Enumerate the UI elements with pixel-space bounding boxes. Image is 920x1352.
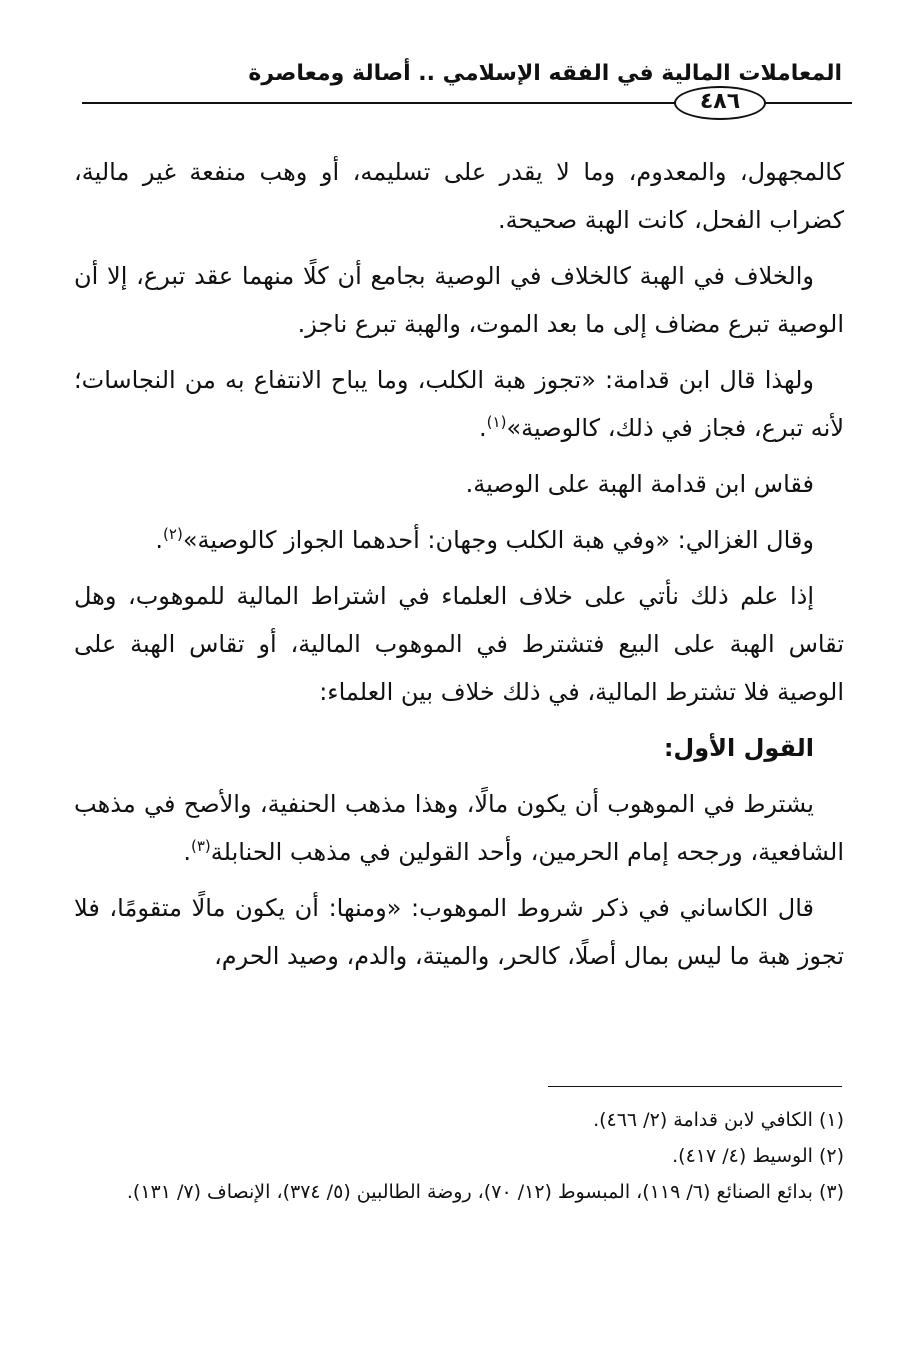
running-header-title: المعاملات المالية في الفقه الإسلامي .. أصالة ومعاصرة: [248, 61, 842, 86]
paragraph: [74, 780, 844, 876]
footnote: (٢) الوسيط (٤/ ٤١٧).: [672, 1145, 844, 1167]
footnote-reference[interactable]: (٣): [190, 837, 211, 855]
paragraph-text: والخلاف في الهبة كالخلاف في الوصية بجامع أن كلًا منهما عقد تبرع، إلا أن الوصية تبرع مضاف إلى ما بعد الموت، والهبة تبرع ناجز.: [74, 262, 844, 338]
paragraph-text: قال الكاساني في ذكر شروط الموهوب: «ومنها: أن يكون مالًا متقومًا، فلا تجوز هبة ما ليس بمال أصلًا، كالحر، والميتة، والدم، وصيد الحرم،: [74, 894, 844, 970]
paragraph-end: .: [183, 838, 191, 866]
paragraph: [74, 356, 844, 452]
paragraph-text: وقال الغزالي: «وفي هبة الكلب وجهان: أحدهما الجواز كالوصية»: [182, 526, 814, 554]
paragraph-end: .: [155, 526, 164, 554]
paragraph-text: فقاس ابن قدامة الهبة على الوصية.: [465, 470, 814, 498]
footnote-reference[interactable]: (٢): [163, 525, 183, 543]
paragraph-text: إذا علم ذلك نأتي على خلاف العلماء في اشتراط المالية للموهوب، وهل تقاس الهبة على البيع فتشترط في الموهوب المالية، أو تقاس الهبة على الوصية فلا تشترط المالية، في ذلك خلاف بين العلماء:: [74, 582, 844, 706]
footnote-divider: [548, 1086, 842, 1087]
paragraph: [74, 884, 844, 980]
paragraph: [74, 148, 844, 244]
paragraph-end: .: [479, 414, 487, 442]
paragraph: [74, 516, 844, 564]
section-heading: القول الأول:: [663, 734, 814, 762]
footnotes: [70, 1102, 844, 1210]
footnote: (١) الكافي لابن قدامة (٢/ ٤٦٦).: [593, 1109, 844, 1131]
main-text: [74, 148, 844, 988]
paragraph: [74, 460, 844, 508]
footnote-reference[interactable]: (١): [486, 413, 507, 431]
paragraph: [74, 252, 844, 348]
paragraph-text: يشترط في الموهوب أن يكون مالًا، وهذا مذهب الحنفية، والأصح في مذهب الشافعية، ورجحه إمام الحرمين، وأحد القولين في مذهب الحنابلة: [74, 790, 844, 866]
page-number: ٤٨٦: [674, 86, 766, 120]
paragraph-text: ولهذا قال ابن قدامة: «تجوز هبة الكلب، وما يباح الانتفاع به من النجاسات؛ لأنه تبرع، فجاز في ذلك، كالوصية»: [74, 366, 844, 442]
paragraph: [74, 572, 844, 716]
footnote: (٣) بدائع الصنائع (٦/ ١١٩)، المبسوط (١٢/ ٧٠)، روضة الطالبين (٥/ ٣٧٤)، الإنصاف (٧/ ١٣١).: [126, 1181, 844, 1203]
paragraph-text: كالمجهول، والمعدوم، وما لا يقدر على تسليمه، أو وهب منفعة غير مالية، كضراب الفحل، كانت الهبة صحيحة.: [74, 158, 844, 234]
